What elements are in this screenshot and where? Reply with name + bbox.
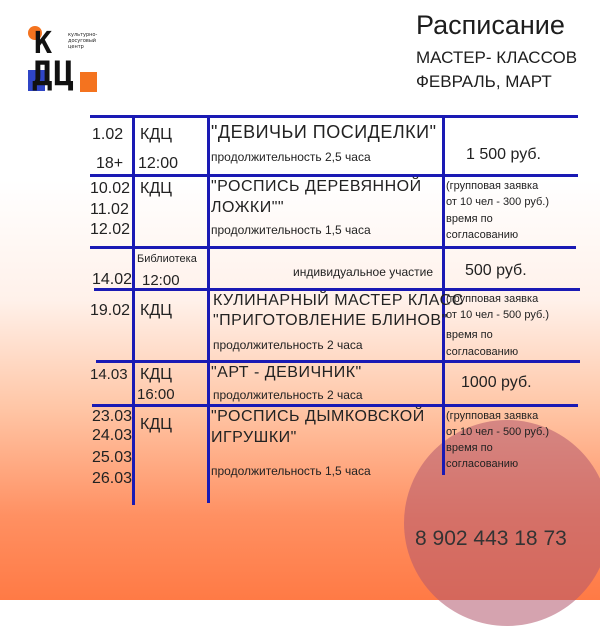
row-price-note: (групповая заявка [446, 410, 539, 422]
row-note: индивидуальное участие [293, 265, 434, 279]
row-duration: продолжительность 1,5 часа [211, 223, 371, 237]
grid-hline [92, 404, 578, 407]
row-duration: продолжительность 1,5 часа [211, 464, 371, 478]
logo-subtitle: культурно-досуговый центр [68, 32, 98, 50]
row-title: "ДЕВИЧЬИ ПОСИДЕЛКИ" [211, 122, 437, 142]
row-date: 11.02 [90, 201, 129, 218]
row-date: 19.02 [90, 302, 131, 319]
logo-orange-square [80, 72, 97, 92]
row-price-note: (групповая заявка [446, 293, 539, 305]
grid-hline [90, 246, 576, 249]
row-title: "АРТ - ДЕВИЧНИК" [211, 364, 362, 381]
row-date: 25.03 [92, 449, 133, 466]
row-price: 1000 руб. [461, 374, 532, 391]
grid-hline [96, 360, 580, 363]
kdc-logo [28, 22, 108, 97]
row-title: "ПРИГОТОВЛЕНИЕ БЛИНОВ" [213, 312, 448, 329]
row-price-note: согласованию [446, 229, 519, 241]
decorative-circle [404, 420, 600, 626]
row-title: "РОСПИСЬ ДЕРЕВЯННОЙ [211, 178, 422, 195]
row-price-note: время по [446, 213, 493, 225]
row-place: КДЦ [140, 180, 172, 197]
row-price-note: время по [446, 442, 493, 454]
row-place: КДЦ [140, 416, 172, 433]
row-place: КДЦ [140, 126, 172, 143]
logo-letter-k: К [34, 26, 53, 61]
row-title: "РОСПИСЬ ДЫМКОВСКОЙ [211, 408, 425, 425]
row-place: КДЦ [140, 366, 172, 383]
row-age: 18+ [96, 155, 124, 172]
row-time: 16:00 [137, 386, 175, 403]
row-title: ИГРУШКИ" [211, 429, 297, 446]
row-date: 12.02 [90, 221, 131, 238]
grid-vline [207, 115, 210, 503]
row-date: 26.03 [92, 470, 133, 487]
row-date: 14.02 [92, 271, 133, 288]
row-price-note: согласованию [446, 346, 519, 358]
row-date: 23.03 [92, 408, 133, 425]
row-place: КДЦ [140, 302, 172, 319]
row-duration: продолжительность 2 часа [213, 338, 363, 352]
row-date: 10.02 [90, 180, 131, 197]
row-price-note: от 10 чел - 500 руб.) [446, 309, 549, 321]
row-price-note: от 10 чел - 500 руб.) [446, 426, 549, 438]
logo-letters-dc: ДЦ [32, 54, 75, 94]
row-price-note: согласованию [446, 458, 519, 470]
row-price: 500 руб. [465, 262, 527, 279]
row-place: Библиотека [137, 253, 197, 265]
grid-hline [90, 115, 578, 118]
grid-vline [132, 115, 135, 505]
row-title: КУЛИНАРНЫЙ МАСТЕР КЛАСС [213, 292, 464, 309]
page-title: Расписание [416, 10, 565, 40]
row-duration: продолжительность 2,5 часа [211, 150, 371, 164]
row-price-note: от 10 чел - 300 руб.) [446, 196, 549, 208]
row-time: 12:00 [142, 272, 180, 289]
row-price-note: время по [446, 329, 493, 341]
row-price: 1 500 руб. [466, 146, 541, 163]
row-price-note: (групповая заявка [446, 180, 539, 192]
header-line-1: МАСТЕР- КЛАССОВ [416, 48, 578, 67]
row-date: 1.02 [92, 126, 124, 143]
row-date: 14.03 [90, 366, 128, 383]
row-title: ЛОЖКИ"" [211, 199, 285, 216]
row-date: 24.03 [92, 427, 133, 444]
contact-phone[interactable]: 8 902 443 18 73 [415, 527, 567, 550]
header-line-2: ФЕВРАЛЬ, МАРТ [416, 72, 552, 91]
grid-hline [90, 174, 578, 177]
row-time: 12:00 [138, 155, 179, 172]
row-duration: продолжительность 2 часа [213, 388, 363, 402]
